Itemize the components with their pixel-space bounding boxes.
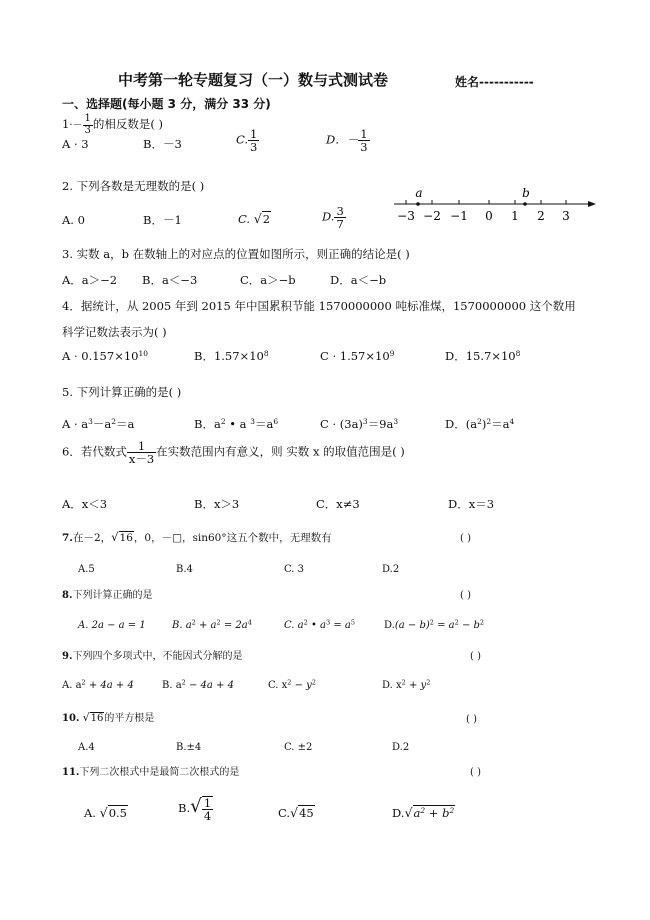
number-line-ticks — [406, 200, 566, 204]
q3-option-b: B．a＜−3 — [142, 273, 198, 287]
q7-option-c: C. 3 — [284, 564, 305, 575]
q9-option-a: A. $a^2 + 4a + 4$ — [62, 678, 134, 691]
q9-option-b: B. $a^2 - 4a + 4$ — [162, 678, 234, 691]
question-4-line-1: 4．据统计，从 2005 年到 2015 年中国累积节能 1570000000 吨标准煤，1570000000 这个数用 — [62, 299, 576, 313]
q3-option-c: C．a＞−b — [240, 273, 296, 287]
q11-option-a: A. √0.5 — [84, 805, 127, 820]
question-4-line-2: 科学记数法表示为( ) — [62, 325, 167, 339]
q10-option-b: B.±4 — [176, 742, 202, 753]
q6-option-a: A．x＜3 — [62, 497, 108, 511]
question-5: 5. 下列计算正确的是( ) — [62, 385, 182, 399]
q11-option-d: $D.√a^2 + b^2$ — [392, 805, 455, 820]
q3-option-d: D．a＜−b — [330, 273, 387, 287]
q2-option-b: B．－1 — [143, 213, 182, 227]
q6-option-d: D．x＝3 — [448, 497, 495, 511]
q6-option-c: C．x≠3 — [316, 497, 360, 511]
q4-option-a: $A \cdot 0.157\times 10^{10}$ — [62, 348, 148, 363]
q5-option-a: $A \cdot a^3-a^2=a$ — [62, 416, 135, 431]
q3-option-a: A．a＞−2 — [62, 273, 118, 287]
tick-label: 0 — [485, 209, 493, 223]
point-a-label: a — [415, 186, 423, 200]
q9-option-c: C. $x^2 - y^2$ — [268, 678, 316, 691]
question-11: 11.下列二次根式中是最简二次根式的是 — [62, 767, 240, 778]
q11-option-c: C.√45 — [278, 805, 314, 820]
q2-option-a: A. 0 — [62, 213, 85, 227]
q4-option-c: $C \cdot 1.57\times 10^9$ — [320, 348, 395, 363]
q10-option-c: C. ±2 — [284, 742, 313, 753]
q11-option-b: B.√ $\frac{1}{4}$ — [178, 796, 212, 824]
page-title: 中考第一轮专题复习（一）数与式测试卷 — [118, 71, 389, 89]
q9-answer-paren: ( ) — [470, 651, 481, 662]
question-3: 3. 实数 a，b 在数轴上的对应点的位置如图所示，则正确的结论是( ) — [62, 247, 410, 261]
question-2: 2. 下列各数是无理数的是( ) — [62, 179, 205, 193]
q4-option-d: D．$15.7\times 10^8$ — [445, 348, 521, 363]
q2-option-c: C. √2 — [238, 211, 271, 226]
arrow-right-icon — [588, 201, 596, 207]
q8-option-a: A. 2a − a = 1 — [78, 620, 146, 631]
q1-option-d: D．－ $\frac{1}{3}$ — [326, 127, 368, 155]
question-6: 6．若代数式 $\frac{1}{x-3}$ 在实数范围内有意义，则 实数 x 的取值范围是( ) — [62, 439, 405, 467]
question-7: 7.在－2，√16，0，－□，sin60°这五个数中，无理数有 — [62, 530, 332, 544]
q8-option-c: C. $a^2$ • $a^3 = a^5$ — [284, 618, 355, 631]
point-b-dot — [523, 202, 527, 206]
tick-label: −3 — [397, 209, 415, 223]
q7-option-d: D.2 — [382, 564, 400, 575]
point-b-label: b — [522, 186, 530, 200]
question-number: 1 — [62, 117, 70, 131]
q5-option-d: D．$(a^2)^2=a^4$ — [445, 416, 515, 431]
question-10: 10. √16的平方根是 — [62, 711, 155, 724]
point-a-dot — [416, 202, 420, 206]
tick-label: 2 — [537, 209, 545, 223]
question-9: 9.下列四个多项式中，不能因式分解的是 — [62, 651, 243, 662]
section-title: 一、选择题(每小题 3 分，满分 33 分) — [62, 97, 271, 111]
tick-label: 1 — [511, 209, 519, 223]
tick-label: 3 — [562, 209, 570, 223]
q5-option-c: $C \cdot (3a)^3=9a^3$ — [320, 416, 399, 431]
q1-option-a: A · 3 — [62, 137, 89, 151]
q7-option-a: A.5 — [78, 564, 95, 575]
number-line-figure — [390, 184, 600, 226]
tick-label: −2 — [423, 209, 441, 223]
q8-option-d: $D.(a - b)^2 = a^2 - b^2$ — [384, 618, 485, 631]
q2-option-d: D. $\frac{3}{7}$ — [322, 204, 344, 232]
q9-option-d: D. $x^2 + y^2$ — [382, 678, 431, 691]
q10-answer-paren: ( ) — [466, 714, 477, 725]
name-field-label: 姓名----------- — [455, 75, 534, 89]
tick-label: −1 — [450, 209, 468, 223]
q8-answer-paren: ( ) — [460, 590, 471, 601]
q11-answer-paren: ( ) — [470, 767, 481, 778]
q5-option-b: B．$a^2$ • a $^3=a^6$ — [194, 416, 279, 431]
q10-option-d: D.2 — [392, 742, 410, 753]
q1-option-b: B．－3 — [143, 137, 182, 151]
q4-option-b: B．$1.57\times 10^8$ — [194, 348, 269, 363]
q7-option-b: B.4 — [176, 564, 193, 575]
q7-answer-paren: ( ) — [460, 533, 471, 544]
q8-option-b: B. $a^2 + a^2 = 2a^4$ — [172, 618, 252, 631]
q6-option-b: B．x＞3 — [194, 497, 240, 511]
question-1: 1·－ $\frac{1}{3}$ 的相反数是( ) — [62, 113, 164, 136]
q1-option-c: C. $\frac{1}{3}$ — [236, 127, 258, 155]
q10-option-a: A.4 — [78, 742, 95, 753]
question-8: 8.下列计算正确的是 — [62, 590, 153, 601]
